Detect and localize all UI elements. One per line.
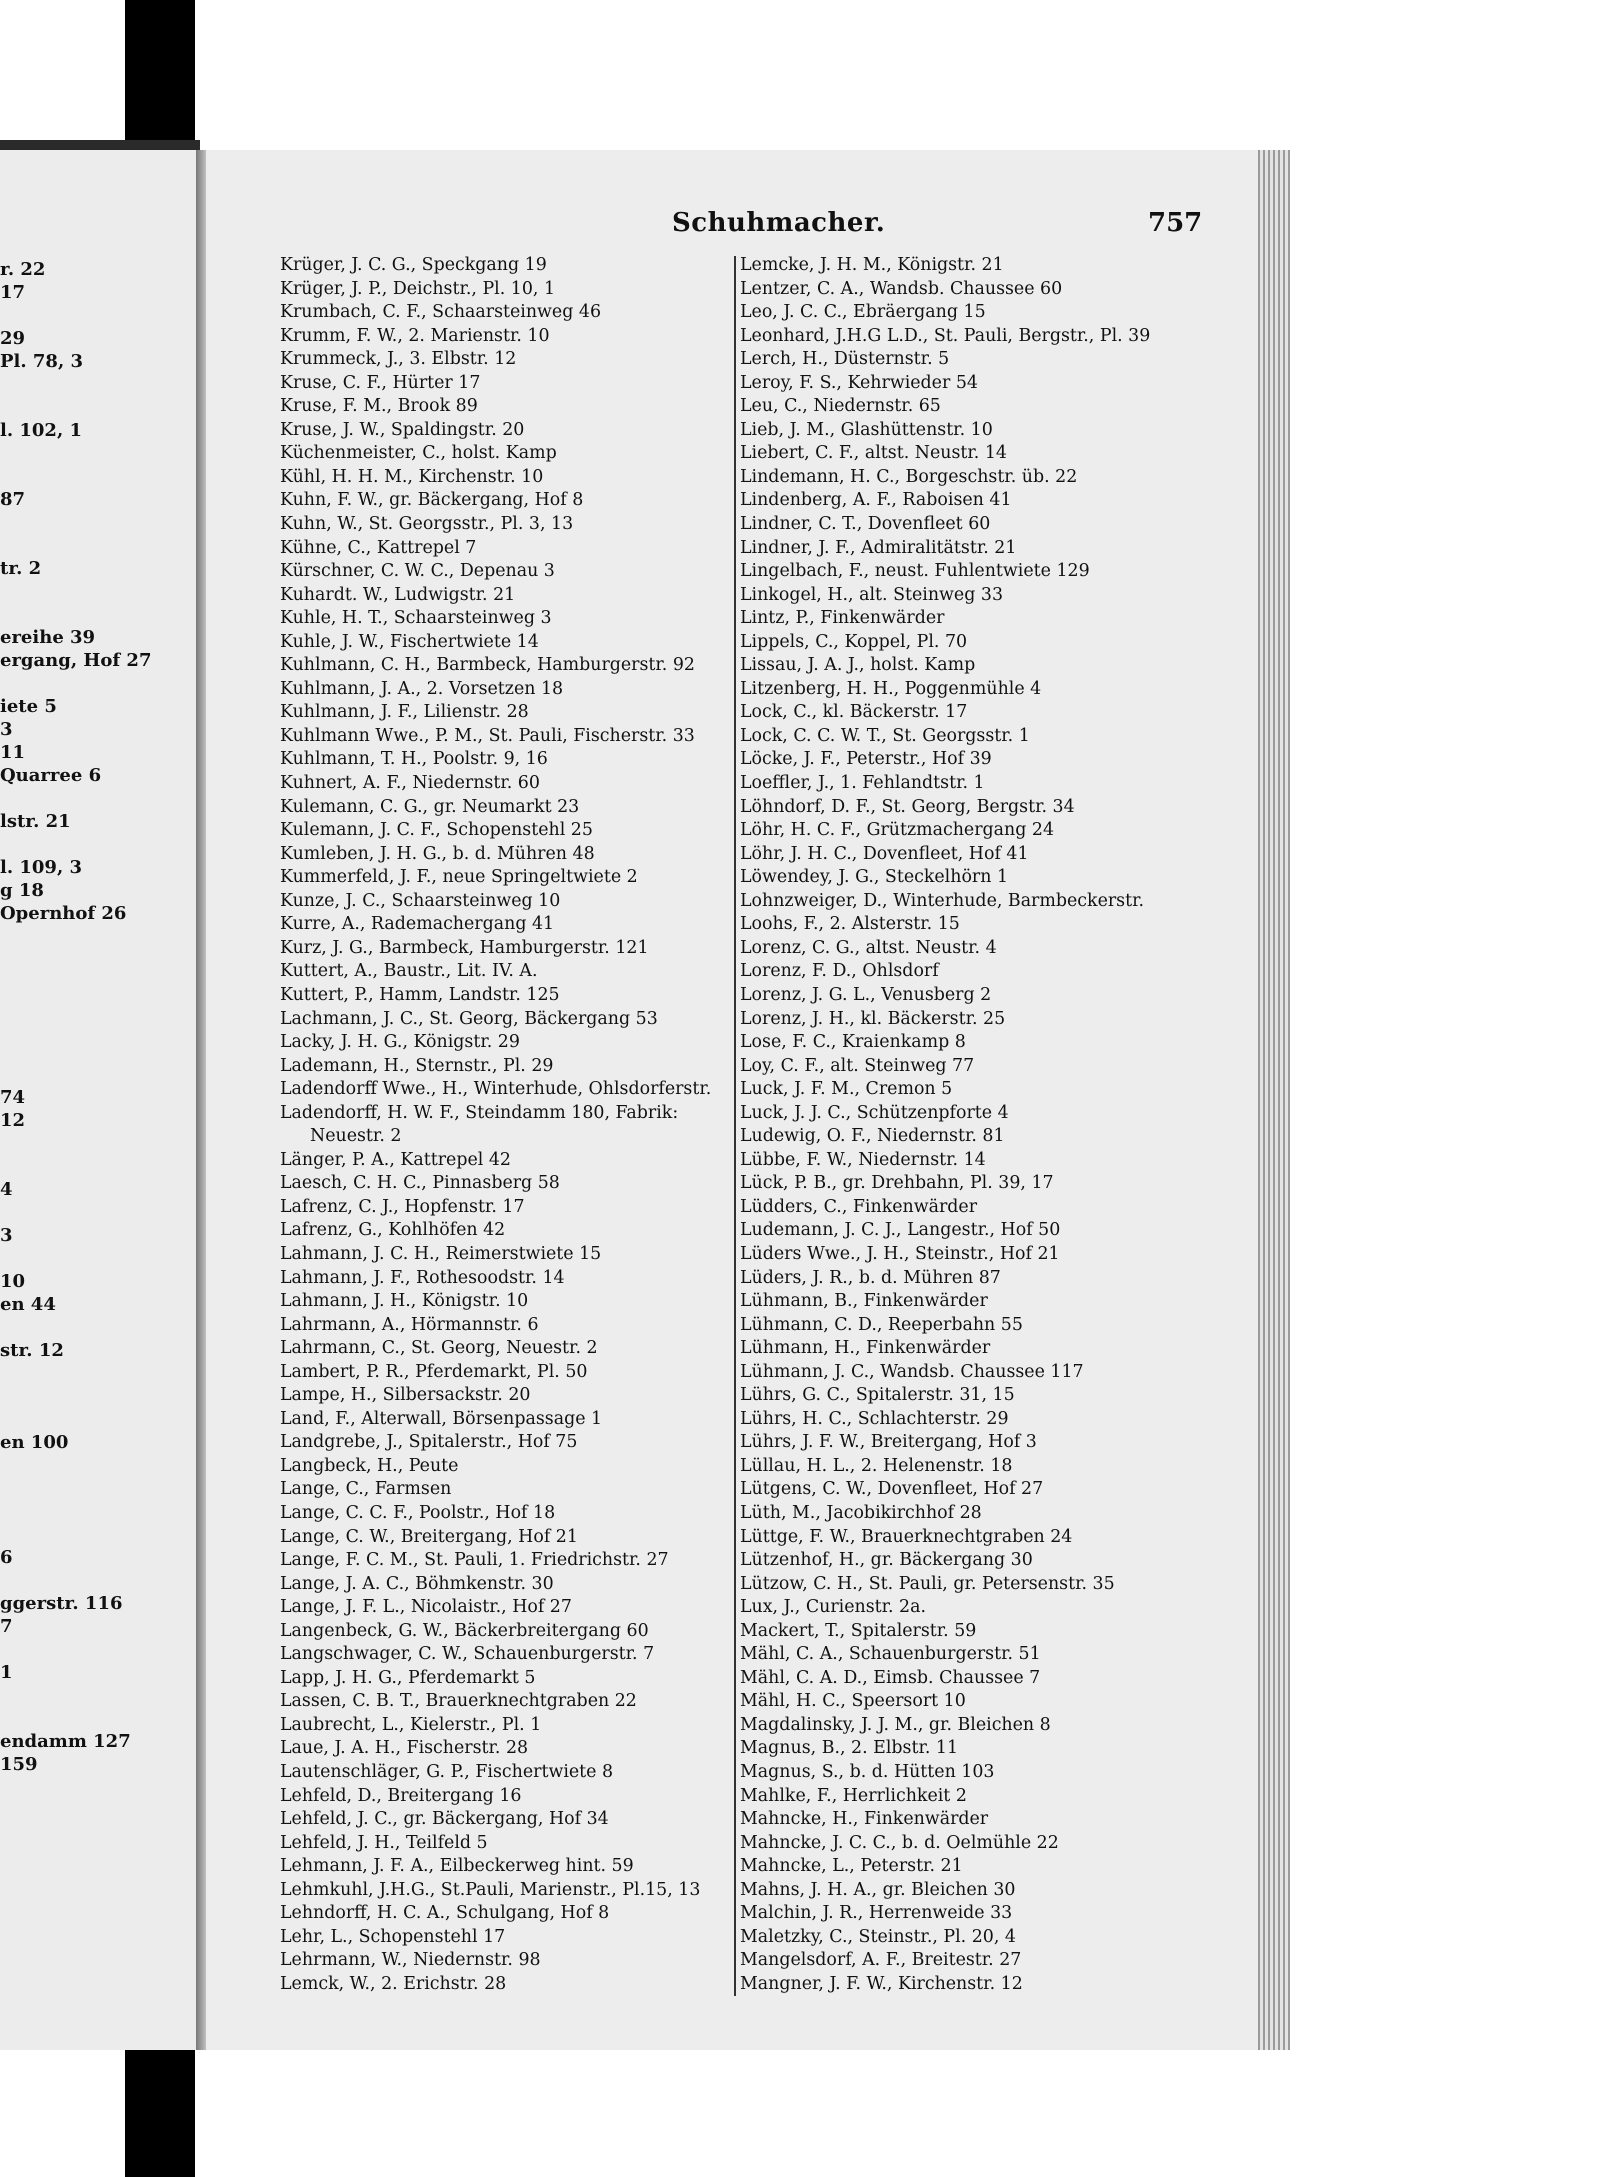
left-page-fragment: en 100 (0, 1432, 69, 1453)
left-page-fragment: 87 (0, 489, 26, 510)
left-page-fragment: 6 (0, 1547, 13, 1568)
left-page-fragment (0, 1684, 200, 1707)
directory-entry: Lehrmann, W., Niedernstr. 98 (280, 1950, 541, 1971)
directory-entry: Lafrenz, G., Kohlhöfen 42 (280, 1220, 506, 1241)
directory-entry: Lock, C., kl. Bäckerstr. 17 (740, 702, 968, 723)
directory-entry: Lux, J., Curienstr. 2a. (740, 1597, 927, 1618)
left-page-fragment (0, 580, 200, 603)
directory-entry: Lange, C. C. F., Poolstr., Hof 18 (280, 1502, 556, 1523)
left-page-fragment: 1 (0, 1662, 13, 1683)
directory-entry: Kulemann, C. G., gr. Neumarkt 23 (280, 796, 580, 817)
directory-entry: Leo, J. C. C., Ebräergang 15 (740, 302, 986, 323)
directory-entry: Löhndorf, D. F., St. Georg, Bergstr. 34 (740, 796, 1075, 817)
directory-entry: Kuhnert, A. F., Niedernstr. 60 (280, 773, 540, 794)
directory-entry: Krumm, F. W., 2. Marienstr. 10 (280, 325, 550, 346)
directory-entry: Lachmann, J. C., St. Georg, Bäckergang 53 (280, 1008, 658, 1029)
directory-entry: Lange, C. W., Breitergang, Hof 21 (280, 1526, 578, 1547)
left-page-fragment: 3 (0, 719, 13, 740)
directory-entry: Lahrmann, C., St. Georg, Neuestr. 2 (280, 1338, 598, 1359)
directory-entry: Laesch, C. H. C., Pinnasberg 58 (280, 1173, 560, 1194)
left-page-fragment (0, 373, 200, 396)
directory-entry: Lübbe, F. W., Niedernstr. 14 (740, 1149, 986, 1170)
directory-entry: Lahrmann, A., Hörmannstr. 6 (280, 1314, 539, 1335)
left-page-fragment (0, 1132, 200, 1155)
left-page-fragment (0, 534, 200, 557)
directory-entry: Mähl, H. C., Speersort 10 (740, 1691, 966, 1712)
left-page-fragment: 17 (0, 282, 26, 303)
directory-entry: Lührs, H. C., Schlachterstr. 29 (740, 1408, 1009, 1429)
directory-entry: Luck, J. F. M., Cremon 5 (740, 1079, 953, 1100)
directory-entry: Lorenz, C. G., altst. Neustr. 4 (740, 937, 997, 958)
left-page-fragment (0, 1247, 200, 1270)
left-page-fragment: 3 (0, 1225, 13, 1246)
column-divider (734, 256, 736, 1996)
directory-entry: Kuhlmann, T. H., Poolstr. 9, 16 (280, 749, 548, 770)
directory-entry: Ludewig, O. F., Niedernstr. 81 (740, 1126, 1005, 1147)
directory-entry: Lühmann, J. C., Wandsb. Chaussee 117 (740, 1361, 1084, 1382)
directory-entry: Ludemann, J. C. J., Langestr., Hof 50 (740, 1220, 1061, 1241)
left-page-fragment (0, 1408, 200, 1431)
directory-entry: Lüders, J. R., b. d. Mühren 87 (740, 1267, 1001, 1288)
directory-entry: Lühmann, B., Finkenwärder (740, 1291, 988, 1312)
directory-entry: Kuhn, F. W., gr. Bäckergang, Hof 8 (280, 490, 584, 511)
directory-entry: Leonhard, J.H.G L.D., St. Pauli, Bergstr., Pl. 39 (740, 325, 1151, 346)
directory-entry: Lampe, H., Silbersackstr. 20 (280, 1385, 531, 1406)
directory-entry: Löhr, J. H. C., Dovenfleet, Hof 41 (740, 843, 1029, 864)
directory-entry: Kunze, J. C., Schaarsteinweg 10 (280, 890, 561, 911)
directory-entry: Lorenz, J. H., kl. Bäckerstr. 25 (740, 1008, 1006, 1029)
directory-entry: Lademann, H., Sternstr., Pl. 29 (280, 1055, 554, 1076)
left-page-fragment: 74 (0, 1087, 26, 1108)
directory-entry: Kuhardt. W., Ludwigstr. 21 (280, 584, 516, 605)
directory-entry: Kurre, A., Rademachergang 41 (280, 914, 555, 935)
directory-entry: Mahns, J. H. A., gr. Bleichen 30 (740, 1879, 1016, 1900)
directory-entry: Lemck, W., 2. Erichstr. 28 (280, 1973, 507, 1994)
directory-entry: Lassen, C. B. T., Brauerknechtgraben 22 (280, 1691, 637, 1712)
directory-entry: Lahmann, J. F., Rothesoodstr. 14 (280, 1267, 565, 1288)
directory-entry: Krumbach, C. F., Schaarsteinweg 46 (280, 302, 602, 323)
left-page-fragment (0, 1362, 200, 1385)
directory-entry: Lorenz, F. D., Ohlsdorf (740, 961, 939, 982)
directory-entry: Lambert, P. R., Pferdemarkt, Pl. 50 (280, 1361, 588, 1382)
directory-entry: Lahmann, J. H., Königstr. 10 (280, 1291, 529, 1312)
directory-entry: Lange, J. F. L., Nicolaistr., Hof 27 (280, 1597, 572, 1618)
directory-entry: Loeffler, J., 1. Fehlandtstr. 1 (740, 773, 985, 794)
left-page-fragment (0, 304, 200, 327)
directory-entry: Lapp, J. H. G., Pferdemarkt 5 (280, 1667, 536, 1688)
directory-entry: Lehfeld, J. H., Teilfeld 5 (280, 1832, 488, 1853)
directory-entry: Löcke, J. F., Peterstr., Hof 39 (740, 749, 992, 770)
directory-entry: Kuhlmann Wwe., P. M., St. Pauli, Fischerstr. 33 (280, 725, 695, 746)
left-page-fragment (0, 1500, 200, 1523)
directory-entry: Kuhle, J. W., Fischertwiete 14 (280, 631, 539, 652)
directory-entry: Kummerfeld, J. F., neue Springeltwiete 2 (280, 867, 638, 888)
directory-entry: Löwendey, J. G., Steckelhörn 1 (740, 867, 1009, 888)
directory-entry: Kurz, J. G., Barmbeck, Hamburgerstr. 121 (280, 937, 649, 958)
left-page-fragment (0, 994, 200, 1017)
directory-entry: Lemcke, J. H. M., Königstr. 21 (740, 255, 1004, 275)
directory-entry: Küchenmeister, C., holst. Kamp (280, 443, 557, 464)
directory-column-left (280, 254, 735, 1996)
directory-entry: Kühne, C., Kattrepel 7 (280, 537, 477, 558)
directory-entry: Lühmann, H., Finkenwärder (740, 1338, 991, 1359)
directory-entry: Maletzky, C., Steinstr., Pl. 20, 4 (740, 1926, 1016, 1947)
directory-entry: Lüttge, F. W., Brauerknechtgraben 24 (740, 1526, 1073, 1547)
directory-entry: Neuestr. 2 (310, 1126, 402, 1147)
left-page-fragment: 10 (0, 1271, 26, 1292)
directory-entry: Lahmann, J. C. H., Reimerstwiete 15 (280, 1243, 602, 1264)
left-page-fragment (0, 1385, 200, 1408)
left-page-fragment: Quarree 6 (0, 765, 102, 786)
directory-entry: Lieb, J. M., Glashüttenstr. 10 (740, 419, 993, 440)
left-page-fragment (0, 1017, 200, 1040)
directory-entry: Lange, C., Farmsen (280, 1479, 452, 1500)
left-page-fragment (0, 465, 200, 488)
directory-entry: Lautenschläger, G. P., Fischertwiete 8 (280, 1762, 614, 1782)
directory-entry: Lohnzweiger, D., Winterhude, Barmbeckerstr. (740, 890, 1145, 911)
left-page-fragment (0, 1477, 200, 1500)
directory-entry: Kühl, H. H. M., Kirchenstr. 10 (280, 466, 544, 487)
left-page-fragment: str. 12 (0, 1340, 64, 1361)
directory-entry: Lehndorff, H. C. A., Schulgang, Hof 8 (280, 1903, 610, 1924)
page-edges (1258, 150, 1290, 2050)
left-page-fragment: tr. 2 (0, 558, 42, 579)
left-page-fragment (0, 1707, 200, 1730)
page-header-title: Schuhmacher. (672, 208, 886, 238)
left-page-fragment (0, 1523, 200, 1546)
left-page-fragment: ergang, Hof 27 (0, 650, 152, 671)
left-page-fragment (0, 1316, 200, 1339)
directory-entry: Kumleben, J. H. G., b. d. Mühren 48 (280, 843, 595, 864)
directory-entry: Lentzer, C. A., Wandsb. Chaussee 60 (740, 278, 1063, 299)
directory-entry: Kuttert, A., Baustr., Lit. IV. A. (280, 961, 538, 982)
directory-entry: Kuhlmann, J. F., Lilienstr. 28 (280, 702, 529, 723)
directory-entry: Lüdders, C., Finkenwärder (740, 1196, 978, 1217)
directory-entry: Krummeck, J., 3. Elbstr. 12 (280, 349, 517, 370)
directory-entry: Linkogel, H., alt. Steinweg 33 (740, 584, 1004, 605)
directory-entry: Mahlke, F., Herrlichkeit 2 (740, 1785, 967, 1806)
left-page-fragment: 29 (0, 328, 26, 349)
directory-entry: Lorenz, J. G. L., Venusberg 2 (740, 984, 992, 1005)
directory-entry: Langenbeck, G. W., Bäckerbreitergang 60 (280, 1620, 649, 1641)
directory-entry: Lafrenz, C. J., Hopfenstr. 17 (280, 1196, 525, 1217)
directory-entry: Lacky, J. H. G., Königstr. 29 (280, 1032, 520, 1053)
directory-entry: Lehmann, J. F. A., Eilbeckerweg hint. 59 (280, 1856, 634, 1877)
directory-entry: Mangelsdorf, A. F., Breitestr. 27 (740, 1950, 1022, 1971)
directory-entry: Lüth, M., Jacobikirchhof 28 (740, 1502, 982, 1523)
directory-entry: Krüger, J. P., Deichstr., Pl. 10, 1 (280, 278, 556, 299)
directory-entry: Lingelbach, F., neust. Fuhlentwiete 129 (740, 561, 1090, 582)
directory-entry: Lose, F. C., Kraienkamp 8 (740, 1032, 966, 1053)
left-page-fragment: ereihe 39 (0, 627, 96, 648)
directory-entry: Ladendorff Wwe., H., Winterhude, Ohlsdorferstr. (280, 1079, 712, 1100)
page-number: 757 (1148, 208, 1203, 238)
left-page-fragment: iete 5 (0, 696, 57, 717)
directory-entry: Länger, P. A., Kattrepel 42 (280, 1149, 511, 1170)
directory-entry: Kulemann, J. C. F., Schopenstehl 25 (280, 820, 593, 841)
directory-entry: Loohs, F., 2. Alsterstr. 15 (740, 914, 960, 935)
directory-entry: Malchin, J. R., Herrenweide 33 (740, 1903, 1013, 1924)
left-page-fragment (0, 442, 200, 465)
directory-entry: Mackert, T., Spitalerstr. 59 (740, 1620, 977, 1641)
directory-entry: Magdalinsky, J. J. M., gr. Bleichen 8 (740, 1714, 1051, 1735)
directory-entry: Lehmkuhl, J.H.G., St.Pauli, Marienstr., Pl.15, 13 (280, 1879, 701, 1900)
directory-entry: Leroy, F. S., Kehrwieder 54 (740, 372, 978, 393)
directory-entry: Langbeck, H., Peute (280, 1455, 459, 1476)
directory-entry: Kuhle, H. T., Schaarsteinweg 3 (280, 608, 552, 629)
directory-entry: Lührs, G. C., Spitalerstr. 31, 15 (740, 1385, 1015, 1406)
left-page-fragment: g 18 (0, 880, 44, 901)
directory-entry: Lüllau, H. L., 2. Helenenstr. 18 (740, 1455, 1013, 1476)
directory-entry: Mangner, J. F. W., Kirchenstr. 12 (740, 1973, 1023, 1994)
left-page-fragment: 4 (0, 1179, 13, 1200)
directory-entry: Lüders Wwe., J. H., Steinstr., Hof 21 (740, 1243, 1060, 1264)
left-page-fragment (0, 1040, 200, 1063)
left-page-fragment (0, 1454, 200, 1477)
left-page-fragment: 12 (0, 1110, 26, 1131)
directory-entry: Lindner, C. T., Dovenfleet 60 (740, 514, 991, 535)
directory-entry: Lerch, H., Düsternstr. 5 (740, 349, 950, 370)
directory-entry: Landgrebe, J., Spitalerstr., Hof 75 (280, 1432, 578, 1453)
directory-entry: Kruse, J. W., Spaldingstr. 20 (280, 419, 525, 440)
directory-entry: Lock, C. C. W. T., St. Georgsstr. 1 (740, 725, 1030, 746)
directory-entry: Mahncke, L., Peterstr. 21 (740, 1856, 963, 1877)
directory-entry: Loy, C. F., alt. Steinweg 77 (740, 1055, 975, 1076)
left-page-fragment (0, 1155, 200, 1178)
left-page-fragment (0, 1638, 200, 1661)
left-page-fragment (0, 1201, 200, 1224)
left-page-fragments (0, 258, 200, 1776)
directory-entry: Lehr, L., Schopenstehl 17 (280, 1926, 506, 1947)
directory-entry: Laue, J. A. H., Fischerstr. 28 (280, 1738, 529, 1759)
directory-entry: Litzenberg, H. H., Poggenmühle 4 (740, 678, 1042, 699)
directory-entry: Lange, J. A. C., Böhmkenstr. 30 (280, 1573, 554, 1594)
left-page-fragment (0, 511, 200, 534)
left-page-fragment (0, 833, 200, 856)
directory-entry: Kuhn, W., St. Georgsstr., Pl. 3, 13 (280, 514, 574, 535)
directory-entry: Lütgens, C. W., Dovenfleet, Hof 27 (740, 1479, 1044, 1500)
left-page-fragment: ggerstr. 116 (0, 1593, 123, 1614)
left-page-fragment (0, 787, 200, 810)
directory-entry: Lange, F. C. M., St. Pauli, 1. Friedrichstr. 27 (280, 1550, 669, 1571)
directory-entry: Lührs, J. F. W., Breitergang, Hof 3 (740, 1432, 1037, 1453)
directory-entry: Kruse, F. M., Brook 89 (280, 396, 478, 417)
directory-entry: Lindenberg, A. F., Raboisen 41 (740, 490, 1012, 511)
left-page-fragment (0, 603, 200, 626)
directory-entry: Lehfeld, J. C., gr. Bäckergang, Hof 34 (280, 1809, 609, 1830)
directory-column-right (740, 254, 1210, 1996)
left-page-fragment (0, 396, 200, 419)
directory-entry: Kuhlmann, C. H., Barmbeck, Hamburgerstr. 92 (280, 655, 695, 676)
directory-entry: Lützow, C. H., St. Pauli, gr. Petersenstr. 35 (740, 1573, 1115, 1594)
directory-entry: Kuttert, P., Hamm, Landstr. 125 (280, 984, 560, 1005)
left-page-fragment: l. 102, 1 (0, 420, 83, 441)
directory-entry: Lintz, P., Finkenwärder (740, 608, 945, 629)
directory-entry: Kuhlmann, J. A., 2. Vorsetzen 18 (280, 678, 564, 699)
left-page-fragment (0, 948, 200, 971)
directory-entry: Lühmann, C. D., Reeperbahn 55 (740, 1314, 1023, 1335)
directory-entry: Lippels, C., Koppel, Pl. 70 (740, 631, 968, 652)
directory-entry: Langschwager, C. W., Schauenburgerstr. 7 (280, 1644, 655, 1665)
left-page-fragment: endamm 127 (0, 1731, 131, 1752)
left-page-fragment: en 44 (0, 1294, 56, 1315)
directory-entry: Magnus, S., b. d. Hütten 103 (740, 1762, 995, 1782)
directory-entry: Mahncke, H., Finkenwärder (740, 1809, 989, 1830)
directory-entry: Laubrecht, L., Kielerstr., Pl. 1 (280, 1714, 542, 1735)
left-page-fragment: 11 (0, 742, 26, 763)
left-page-fragment: l. 109, 3 (0, 857, 83, 878)
directory-entry: Lehfeld, D., Breitergang 16 (280, 1785, 522, 1806)
left-page-fragment (0, 1063, 200, 1086)
directory-entry: Leu, C., Niedernstr. 65 (740, 396, 941, 417)
directory-entry: Lindner, J. F., Admiralitätstr. 21 (740, 537, 1017, 558)
directory-entry: Mähl, C. A. D., Eimsb. Chaussee 7 (740, 1667, 1041, 1688)
left-page-fragment: 159 (0, 1754, 38, 1775)
directory-entry: Mähl, C. A., Schauenburgerstr. 51 (740, 1644, 1041, 1665)
directory-entry: Ladendorff, H. W. F., Steindamm 180, Fabrik: (280, 1102, 679, 1123)
directory-entry: Lützenhof, H., gr. Bäckergang 30 (740, 1550, 1033, 1571)
left-page-fragment: lstr. 21 (0, 811, 71, 832)
directory-entry: Lissau, J. A. J., holst. Kamp (740, 655, 976, 676)
directory-entry: Mahncke, J. C. C., b. d. Oelmühle 22 (740, 1832, 1059, 1853)
directory-entry: Magnus, B., 2. Elbstr. 11 (740, 1738, 959, 1759)
left-page-fragment (0, 1569, 200, 1592)
left-page-fragment: Opernhof 26 (0, 903, 127, 924)
left-page-fragment (0, 925, 200, 948)
directory-entry: Krüger, J. C. G., Speckgang 19 (280, 255, 547, 275)
directory-entry: Lück, P. B., gr. Drehbahn, Pl. 39, 17 (740, 1173, 1054, 1194)
directory-entry: Kruse, C. F., Hürter 17 (280, 372, 481, 393)
directory-entry: Liebert, C. F., altst. Neustr. 14 (740, 443, 1007, 464)
left-page-fragment (0, 672, 200, 695)
directory-entry: Kürschner, C. W. C., Depenau 3 (280, 561, 555, 582)
directory-entry: Löhr, H. C. F., Grützmachergang 24 (740, 820, 1055, 841)
directory-entry: Land, F., Alterwall, Börsenpassage 1 (280, 1408, 603, 1429)
left-page-fragment: Pl. 78, 3 (0, 351, 84, 372)
directory-entry: Luck, J. J. C., Schützenpforte 4 (740, 1102, 1009, 1123)
directory-entry: Lindemann, H. C., Borgeschstr. üb. 22 (740, 466, 1078, 487)
left-page-fragment: 7 (0, 1616, 13, 1637)
left-page-fragment: r. 22 (0, 259, 46, 280)
left-page-fragment (0, 971, 200, 994)
